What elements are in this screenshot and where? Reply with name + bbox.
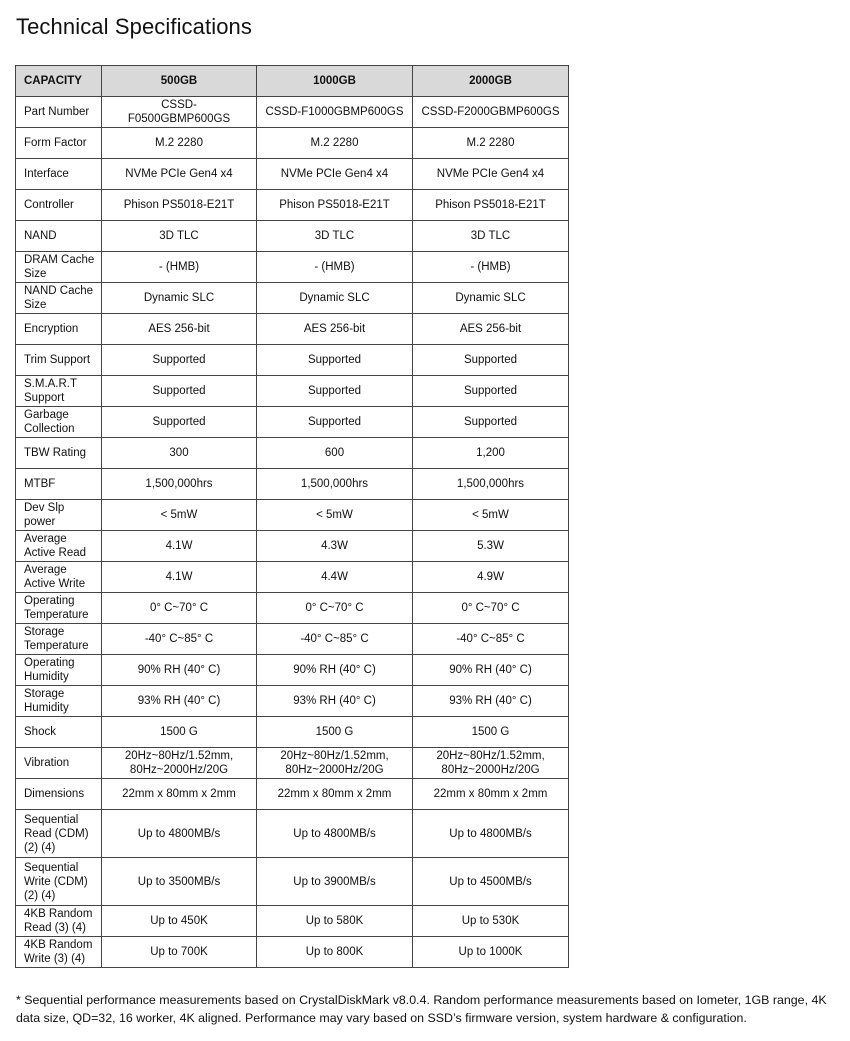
header-capacity: CAPACITY: [16, 66, 102, 97]
row-label: MTBF: [16, 469, 102, 500]
table-cell: 22mm x 80mm x 2mm: [413, 779, 569, 810]
table-cell: Supported: [102, 376, 257, 407]
table-row: [16, 221, 569, 252]
header-500gb: 500GB: [102, 66, 257, 97]
table-row: [16, 190, 569, 221]
table-cell: AES 256-bit: [413, 314, 569, 345]
table-cell: 1500 G: [413, 717, 569, 748]
table-cell: Up to 530K: [413, 906, 569, 937]
table-cell: Supported: [413, 407, 569, 438]
table-cell: 93% RH (40° C): [102, 686, 257, 717]
table-cell: AES 256-bit: [257, 314, 413, 345]
table-cell: 4.3W: [257, 531, 413, 562]
table-cell: 3D TLC: [102, 221, 257, 252]
table-cell: M.2 2280: [102, 128, 257, 159]
table-cell: 20Hz~80Hz/1.52mm, 80Hz~2000Hz/20G: [102, 748, 257, 779]
table-cell: CSSD-F0500GBMP600GS: [102, 97, 257, 128]
table-cell: 4.4W: [257, 562, 413, 593]
table-cell: 0° C~70° C: [257, 593, 413, 624]
table-cell: 1,200: [413, 438, 569, 469]
table-cell: 22mm x 80mm x 2mm: [257, 779, 413, 810]
table-cell: 0° C~70° C: [102, 593, 257, 624]
table-row: [16, 283, 569, 314]
table-cell: Phison PS5018-E21T: [413, 190, 569, 221]
table-row: [16, 655, 569, 686]
row-label: Interface: [16, 159, 102, 190]
row-label: Storage Temperature: [16, 624, 102, 655]
table-cell: -40° C~85° C: [257, 624, 413, 655]
table-cell: 1,500,000hrs: [413, 469, 569, 500]
row-label: Storage Humidity: [16, 686, 102, 717]
table-cell: NVMe PCIe Gen4 x4: [102, 159, 257, 190]
table-cell: Dynamic SLC: [413, 283, 569, 314]
table-cell: < 5mW: [257, 500, 413, 531]
table-cell: Phison PS5018-E21T: [102, 190, 257, 221]
table-cell: Supported: [257, 407, 413, 438]
table-cell: Up to 3900MB/s: [257, 858, 413, 906]
table-cell: 93% RH (40° C): [257, 686, 413, 717]
row-label: Sequential Read (CDM) (2) (4): [16, 810, 102, 858]
table-cell: Up to 4800MB/s: [257, 810, 413, 858]
table-cell: Up to 3500MB/s: [102, 858, 257, 906]
table-cell: NVMe PCIe Gen4 x4: [413, 159, 569, 190]
table-row: [16, 779, 569, 810]
row-label: Operating Humidity: [16, 655, 102, 686]
table-cell: 4.1W: [102, 531, 257, 562]
table-cell: Supported: [102, 345, 257, 376]
table-cell: 90% RH (40° C): [257, 655, 413, 686]
table-cell: CSSD-F1000GBMP600GS: [257, 97, 413, 128]
table-cell: CSSD-F2000GBMP600GS: [413, 97, 569, 128]
table-cell: 90% RH (40° C): [102, 655, 257, 686]
table-cell: Supported: [257, 376, 413, 407]
table-row: [16, 810, 569, 858]
table-cell: 3D TLC: [413, 221, 569, 252]
table-cell: 90% RH (40° C): [413, 655, 569, 686]
spec-table-header: [16, 66, 569, 97]
row-label: Encryption: [16, 314, 102, 345]
row-label: DRAM Cache Size: [16, 252, 102, 283]
header-1000gb: 1000GB: [257, 66, 413, 97]
table-row: [16, 906, 569, 937]
table-cell: Up to 700K: [102, 937, 257, 968]
table-cell: < 5mW: [413, 500, 569, 531]
row-label: Operating Temperature: [16, 593, 102, 624]
table-cell: 600: [257, 438, 413, 469]
table-row: [16, 159, 569, 190]
row-label: Dev Slp power: [16, 500, 102, 531]
table-row: [16, 858, 569, 906]
table-cell: NVMe PCIe Gen4 x4: [257, 159, 413, 190]
table-cell: 300: [102, 438, 257, 469]
table-cell: Supported: [102, 407, 257, 438]
page-title: Technical Specifications: [16, 14, 252, 39]
row-label: Form Factor: [16, 128, 102, 159]
table-cell: 4.1W: [102, 562, 257, 593]
row-label: S.M.A.R.T Support: [16, 376, 102, 407]
table-row: [16, 531, 569, 562]
table-cell: 1500 G: [102, 717, 257, 748]
table-cell: M.2 2280: [413, 128, 569, 159]
table-cell: 4.9W: [413, 562, 569, 593]
table-row: [16, 593, 569, 624]
table-cell: 93% RH (40° C): [413, 686, 569, 717]
header-row: [16, 66, 569, 97]
table-row: [16, 500, 569, 531]
row-label: Average Active Write: [16, 562, 102, 593]
table-row: [16, 937, 569, 968]
table-cell: 22mm x 80mm x 2mm: [102, 779, 257, 810]
table-cell: 1,500,000hrs: [102, 469, 257, 500]
table-cell: Up to 1000K: [413, 937, 569, 968]
row-label: Average Active Read: [16, 531, 102, 562]
table-cell: 1500 G: [257, 717, 413, 748]
table-cell: Dynamic SLC: [257, 283, 413, 314]
table-row: [16, 717, 569, 748]
table-row: [16, 128, 569, 159]
table-cell: Phison PS5018-E21T: [257, 190, 413, 221]
table-cell: < 5mW: [102, 500, 257, 531]
row-label: Shock: [16, 717, 102, 748]
table-row: [16, 469, 569, 500]
header-2000gb: 2000GB: [413, 66, 569, 97]
row-label: TBW Rating: [16, 438, 102, 469]
table-cell: Up to 4800MB/s: [102, 810, 257, 858]
table-row: [16, 97, 569, 128]
table-cell: 3D TLC: [257, 221, 413, 252]
table-cell: AES 256-bit: [102, 314, 257, 345]
footnote: * Sequential performance measurements based on CrystalDiskMark v8.0.4. Random performance measurements based on Iometer, 1GB range, 4K data size, QD=32, 16 worker, 4K aligned. Performance may vary based on SSD’s firmware version, system hardware & configuration.: [16, 993, 827, 1025]
row-label: Garbage Collection: [16, 407, 102, 438]
spec-table: [15, 65, 569, 968]
row-label: NAND: [16, 221, 102, 252]
table-cell: - (HMB): [102, 252, 257, 283]
table-cell: Supported: [413, 345, 569, 376]
table-cell: Up to 4800MB/s: [413, 810, 569, 858]
table-row: [16, 314, 569, 345]
table-cell: -40° C~85° C: [102, 624, 257, 655]
row-label: 4KB Random Read (3) (4): [16, 906, 102, 937]
table-row: [16, 624, 569, 655]
table-cell: Dynamic SLC: [102, 283, 257, 314]
table-cell: - (HMB): [413, 252, 569, 283]
row-label: Dimensions: [16, 779, 102, 810]
row-label: Vibration: [16, 748, 102, 779]
table-row: [16, 562, 569, 593]
row-label: Sequential Write (CDM) (2) (4): [16, 858, 102, 906]
table-row: [16, 376, 569, 407]
table-cell: Up to 800K: [257, 937, 413, 968]
table-cell: - (HMB): [257, 252, 413, 283]
table-row: [16, 748, 569, 779]
table-cell: -40° C~85° C: [413, 624, 569, 655]
table-row: [16, 686, 569, 717]
row-label: Trim Support: [16, 345, 102, 376]
table-cell: 1,500,000hrs: [257, 469, 413, 500]
table-cell: Supported: [257, 345, 413, 376]
table-cell: Up to 4500MB/s: [413, 858, 569, 906]
row-label: Controller: [16, 190, 102, 221]
spec-table-body: [16, 97, 569, 968]
table-row: [16, 438, 569, 469]
row-label: Part Number: [16, 97, 102, 128]
table-cell: 20Hz~80Hz/1.52mm, 80Hz~2000Hz/20G: [413, 748, 569, 779]
table-cell: Supported: [413, 376, 569, 407]
table-cell: 5.3W: [413, 531, 569, 562]
table-row: [16, 345, 569, 376]
row-label: NAND Cache Size: [16, 283, 102, 314]
table-row: [16, 252, 569, 283]
table-cell: 0° C~70° C: [413, 593, 569, 624]
table-cell: Up to 580K: [257, 906, 413, 937]
row-label: 4KB Random Write (3) (4): [16, 937, 102, 968]
table-cell: M.2 2280: [257, 128, 413, 159]
table-cell: Up to 450K: [102, 906, 257, 937]
table-row: [16, 407, 569, 438]
table-cell: 20Hz~80Hz/1.52mm, 80Hz~2000Hz/20G: [257, 748, 413, 779]
